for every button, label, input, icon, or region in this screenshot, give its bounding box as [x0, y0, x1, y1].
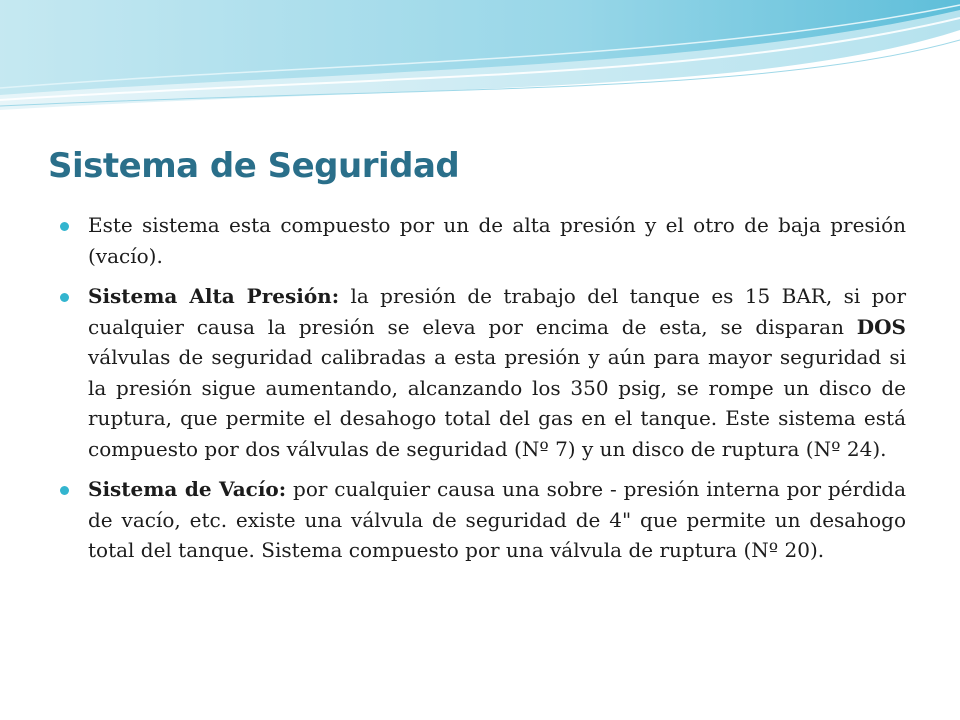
bullet-dot-icon — [60, 486, 69, 495]
bullet-text: válvulas de seguridad calibradas a esta presión y aún para mayor seguridad si la presión sigue aumentando, alcanzando los 350 psig, se rompe un disco de ruptura, que permite el desahogo total del gas en el tanque. Este sistema está compuesto por dos válvulas de seguridad (Nº 7) y un disco de ruptura (Nº 24). — [88, 345, 906, 461]
bullet-lead: Sistema Alta Presión: — [88, 284, 340, 308]
list-item — [60, 281, 906, 464]
bullet-text: Este sistema esta compuesto por un de alta presión y el otro de baja presión (vacío). — [88, 213, 906, 268]
bullet-emphasis: DOS — [856, 314, 906, 339]
bullet-text: por cualquier causa una sobre - presión interna por pérdida de vacío, etc. existe una válvula de seguridad de 4" que permite un desahogo total del tanque. Sistema compuesto por una válvula de ruptura (Nº 20). — [88, 477, 906, 562]
bullet-dot-icon — [60, 293, 69, 302]
header-wave-decoration — [0, 0, 960, 130]
page-title: Sistema de Seguridad — [48, 146, 460, 186]
bullet-dot-icon — [60, 222, 69, 231]
list-item — [60, 210, 906, 271]
bullet-lead: Sistema de Vacío: — [88, 477, 287, 501]
bullet-text: la presión de trabajo del tanque es 15 BAR, si por cualquier causa la presión se eleva por encima de esta, se disparan — [88, 284, 907, 339]
list-item — [60, 474, 906, 566]
bullet-list — [60, 210, 906, 576]
